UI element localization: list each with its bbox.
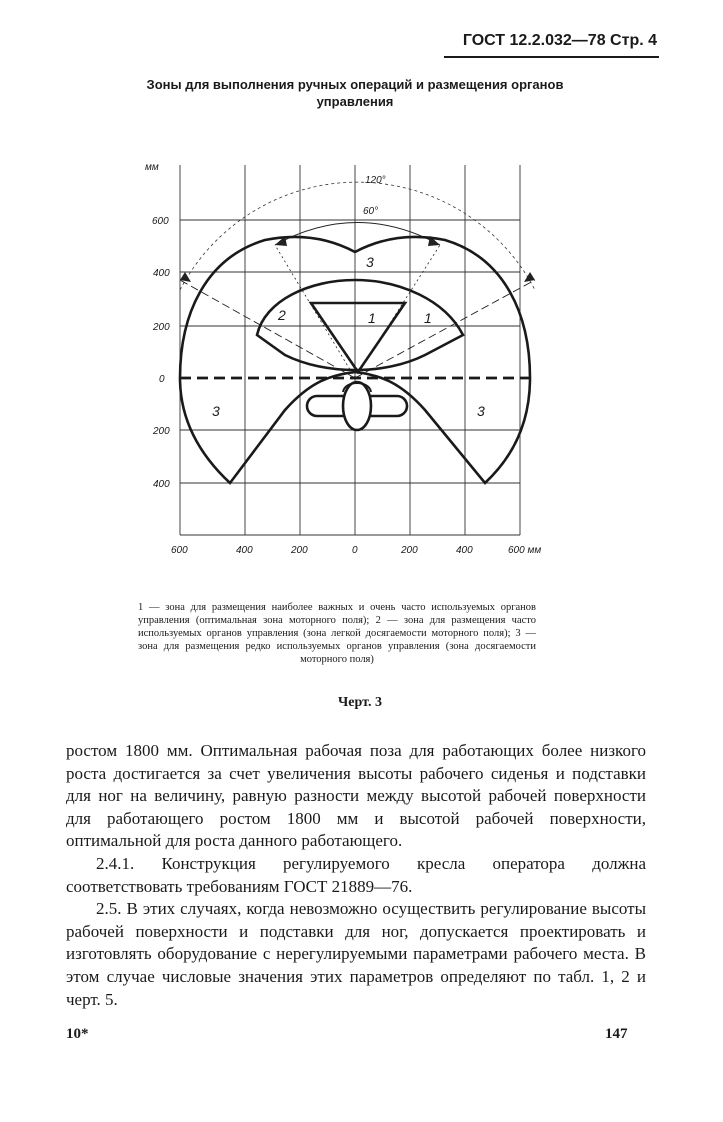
- header-rule: [444, 56, 659, 58]
- signature-mark: 10*: [66, 1026, 89, 1042]
- zone-label: 3: [212, 403, 220, 419]
- angle-ray-right: [355, 280, 535, 378]
- zone-label: 1: [424, 310, 432, 326]
- x-tick-label: 0: [352, 545, 358, 556]
- operator-body-oval: [343, 382, 371, 430]
- angle-ray-left-60: [275, 245, 355, 378]
- y-tick-label: 600: [152, 216, 169, 227]
- x-tick-label: 400: [456, 545, 473, 556]
- zone-label: 3: [366, 254, 374, 270]
- x-tick-label: 600: [171, 545, 188, 556]
- x-tick-label: 200: [291, 545, 308, 556]
- page-number: 147: [605, 1026, 628, 1042]
- reach-arc-120: [180, 182, 535, 290]
- x-tick-label: 200: [401, 545, 418, 556]
- y-tick-label: 200: [153, 322, 170, 333]
- zones-diagram: [125, 150, 585, 560]
- angle-label-120: 120°: [365, 175, 386, 186]
- arrow-head: [524, 272, 535, 282]
- body-text: [66, 740, 646, 1011]
- zone-label: 1: [368, 310, 376, 326]
- paragraph: 2.5. В этих случаях, когда невозможно осуществить регулирование высоты рабочей поверхности и подставки для ног, допускается проектировать и изготовлять оборудование с нерегулируемыми параметрами рабочего места. В этом случае числовые значения этих параметров определяют по табл. 1, 2 и черт. 5.: [66, 899, 646, 1009]
- y-unit-label: мм: [145, 162, 159, 173]
- y-tick-label: 0: [159, 374, 165, 385]
- zone-label: 3: [477, 403, 485, 419]
- x-tick-label: 400: [236, 545, 253, 556]
- page-header: [444, 30, 659, 58]
- y-tick-label: 200: [153, 426, 170, 437]
- standard-reference: ГОСТ 12.2.032—78 Стр. 4: [462, 32, 657, 49]
- paragraph: ростом 1800 мм. Оптимальная рабочая поза для работающих более низкого роста достигается за счет увеличения высоты рабочего сиденья и подставки для ног на величину, равную разности между высотой рабочей поверхности для работающего ростом 1800 мм и высотой рабочей поверхности, оптимальной для роста данного работающего.: [66, 741, 646, 851]
- figure-legend: 1 — зона для размещения наиболее важных и очень часто используемых органов управления (оптимальная зона моторного поля); 2 — зона для размещения часто используемых органов управления (зона легкой досягаемости моторного поля); 3 — зона для размещения редко используемых органов управления (зона досягаемости моторного поля): [138, 602, 536, 665]
- x-tick-label: 600 мм: [508, 545, 542, 556]
- paragraph: 2.4.1. Конструкция регулируемого кресла оператора должна соответствовать требованиям ГОСТ 21889—76.: [66, 853, 646, 896]
- figure-title: Зоны для выполнения ручных операций и размещения органов управления: [146, 77, 564, 109]
- zone-1-outline: [311, 303, 405, 372]
- figure-caption: Черт. 3: [338, 695, 382, 710]
- y-tick-label: 400: [153, 479, 170, 490]
- angle-label-60: 60°: [363, 206, 379, 217]
- zone-2-outline: [257, 280, 463, 370]
- y-tick-label: 400: [153, 268, 170, 279]
- zone-label: 2: [278, 307, 286, 323]
